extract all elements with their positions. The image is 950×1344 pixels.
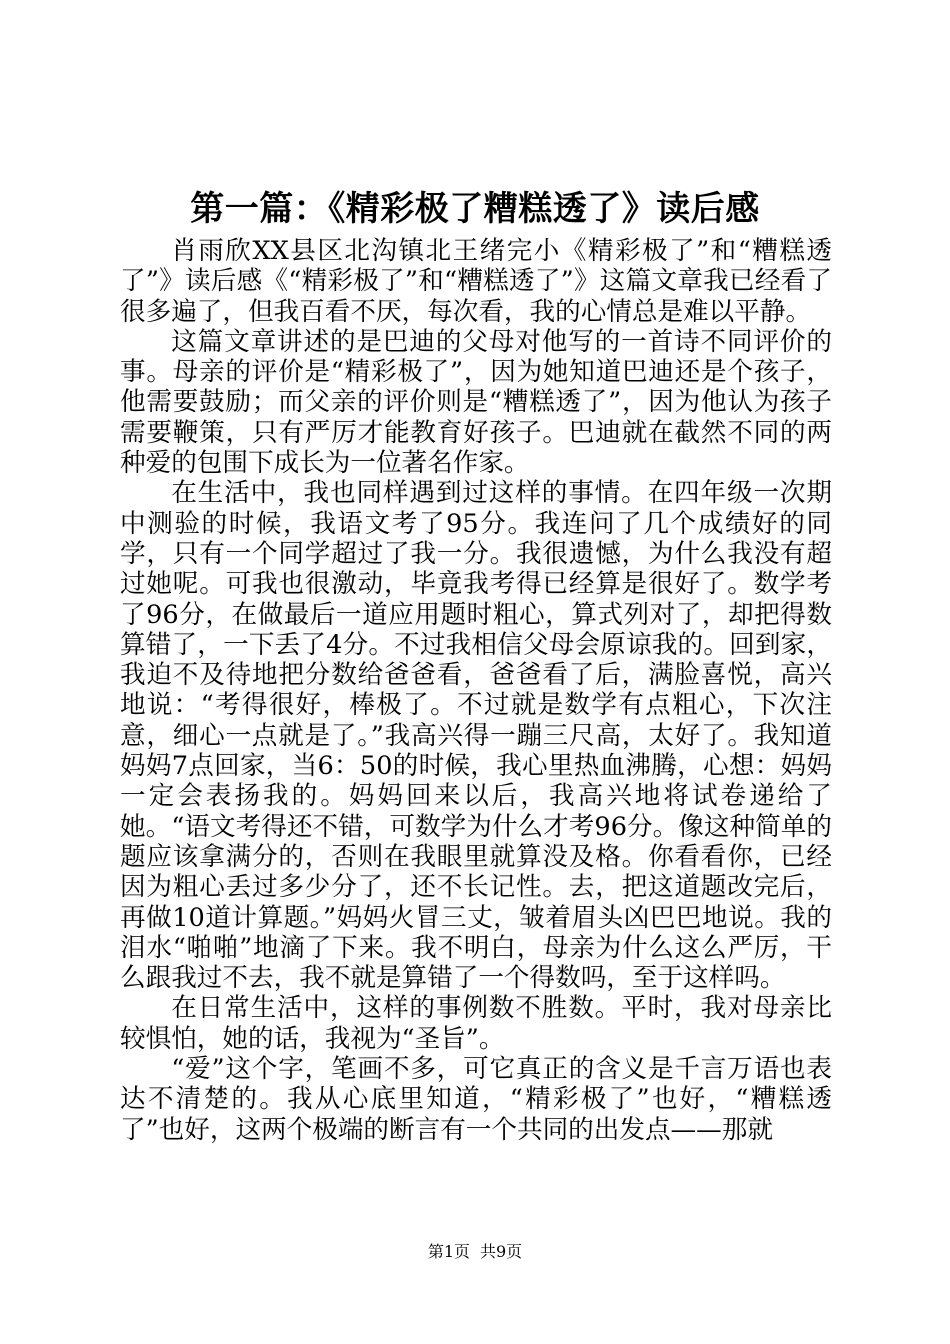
page-number: 第1页	[427, 1242, 470, 1261]
paragraph: 这篇文章讲述的是巴迪的父母对他写的一首诗不同评价的事。母亲的评价是“精彩极了”，因为她知道巴迪还是个孩子，他需要鼓励；而父亲的评价则是“糟糕透了”，因为他认为孩子需要鞭策，只有严厉才能教育好孩子。巴迪就在截然不同的两种爱的包围下成长为一位著名作家。	[120, 326, 832, 479]
paragraph: 在日常生活中，这样的事例数不胜数。平时，我对母亲比较惧怕，她的话，我视为“圣旨”。	[120, 993, 832, 1054]
page-footer	[0, 1240, 950, 1264]
paragraph: 在生活中，我也同样遇到过这样的事情。在四年级一次期中测验的时候，我语文考了95分。我连问了几个成绩好的同学，只有一个同学超过了我一分。我很遗憾，为什么我没有超过她呢。可我也很激动，毕竟我考得已经算是很好了。数学考了96分，在做最后一道应用题时粗心，算式列对了，却把得数算错了，一下丢了4分。不过我相信父母会原谅我的。回到家，我迫不及待地把分数给爸爸看，爸爸看了后，满脸喜悦，高兴地说：“考得很好，棒极了。不过就是数学有点粗心，下次注意，细心一点就是了。”我高兴得一蹦三尺高，太好了。我知道妈妈7点回家，当6：50的时候，我心里热血沸腾，心想：妈妈一定会表扬我的。妈妈回来以后，我高兴地将试卷递给了她。“语文考得还不错，可数学为什么才考96分。像这种简单的题应该拿满分的，否则在我眼里就算没及格。你看看你，已经因为粗心丢过多少分了，还不长记性。去，把这道题改完后，再做10道计算题。”妈妈火冒三丈，皱着眉头凶巴巴地说。我的泪水“啪啪”地滴了下来。我不明白，母亲为什么这么严厉，干么跟我过不去，我不就是算错了一个得数吗，至于这样吗。	[120, 478, 832, 994]
document-title: 第一篇：《精彩极了糟糕透了》读后感	[190, 189, 760, 229]
paragraph: 肖雨欣XX县区北沟镇北王绪完小《精彩极了”和“糟糕透了”》读后感《“精彩极了”和“糟糕透了”》这篇文章我已经看了很多遍了，但我百看不厌，每次看，我的心情总是难以平静。	[120, 236, 832, 327]
page-total: 共9页	[480, 1242, 523, 1261]
paragraph: “爱”这个字，笔画不多，可它真正的含义是千言万语也表达不清楚的。我从心底里知道，“精彩极了”也好，“糟糕透了”也好，这两个极端的断言有一个共同的出发点——那就	[120, 1054, 832, 1145]
document-body	[120, 236, 832, 1145]
